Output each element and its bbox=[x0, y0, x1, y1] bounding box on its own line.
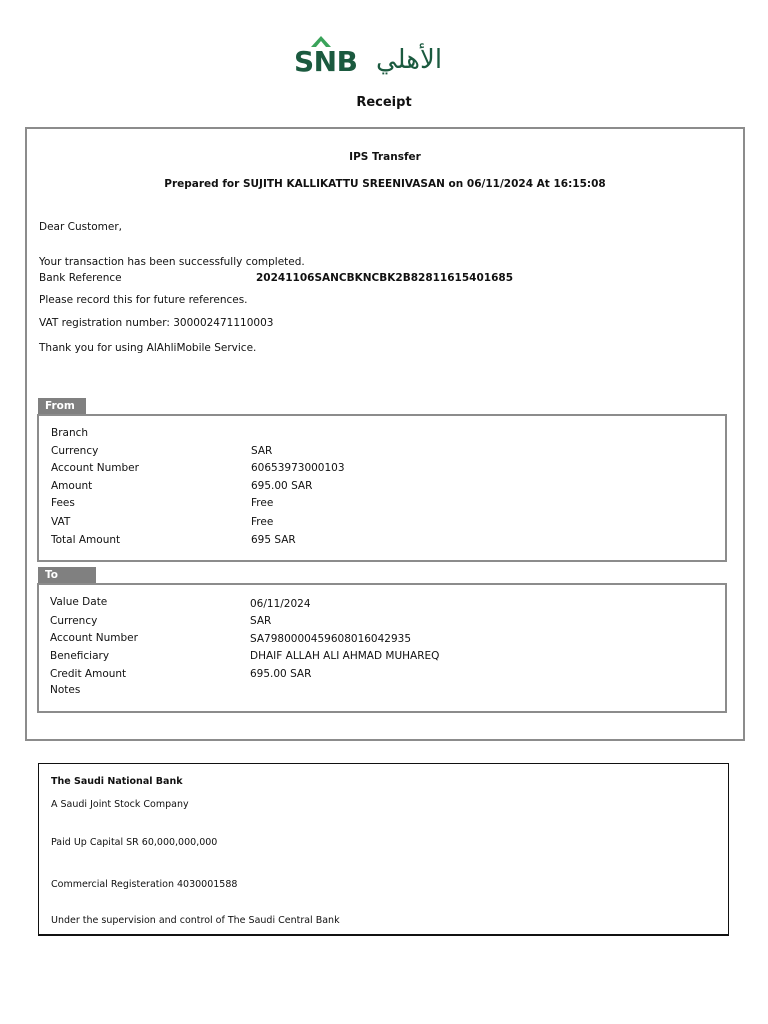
to-value-beneficiary: DHAIF ALLAH ALI AHMAD MUHAREQ bbox=[250, 650, 440, 662]
footer-supervision: Under the supervision and control of The Saudi Central Bank bbox=[51, 915, 340, 926]
footer-company-type: A Saudi Joint Stock Company bbox=[51, 799, 189, 810]
from-label-total-amount: Total Amount bbox=[51, 534, 121, 546]
transfer-title: IPS Transfer bbox=[349, 151, 421, 163]
to-section-heading: To bbox=[38, 567, 96, 583]
footer-bank-name: The Saudi National Bank bbox=[51, 776, 183, 787]
from-label-account-number: Account Number bbox=[51, 462, 139, 474]
from-value-currency: SAR bbox=[251, 445, 273, 457]
from-value-vat: Free bbox=[251, 516, 274, 528]
to-label-credit-amount: Credit Amount bbox=[50, 668, 127, 680]
receipt-box bbox=[25, 127, 745, 741]
from-value-fees: Free bbox=[251, 497, 274, 509]
to-label-currency: Currency bbox=[50, 615, 98, 627]
to-value-value-date: 06/11/2024 bbox=[250, 598, 311, 610]
from-value-amount: 695.00 SAR bbox=[251, 480, 313, 492]
from-label-branch: Branch bbox=[51, 427, 89, 439]
from-label-vat: VAT bbox=[51, 516, 71, 528]
to-label-account-number: Account Number bbox=[50, 632, 138, 644]
to-value-credit-amount: 695.00 SAR bbox=[250, 668, 312, 680]
success-message: Your transaction has been successfully completed. bbox=[39, 256, 305, 268]
greeting: Dear Customer, bbox=[39, 221, 122, 233]
footer-capital: Paid Up Capital SR 60,000,000,000 bbox=[51, 837, 218, 848]
to-label-notes: Notes bbox=[50, 684, 81, 696]
prepared-line: Prepared for SUJITH KALLIKATTU SREENIVASAN on 06/11/2024 At 16:15:08 bbox=[164, 178, 606, 190]
page-title: Receipt bbox=[356, 95, 412, 110]
bank-reference-value: 20241106SANCBKNCBK2B82811615401685 bbox=[256, 272, 513, 284]
from-value-total-amount: 695 SAR bbox=[251, 534, 296, 546]
bank-info-footer bbox=[38, 763, 729, 936]
to-section bbox=[37, 583, 727, 713]
to-label-value-date: Value Date bbox=[50, 596, 108, 608]
thank-you-note: Thank you for using AlAhliMobile Service. bbox=[39, 342, 257, 354]
logo-arabic-text: الأهلي bbox=[376, 45, 443, 75]
record-note: Please record this for future references. bbox=[39, 294, 248, 306]
from-label-amount: Amount bbox=[51, 480, 93, 492]
from-section-heading: From bbox=[38, 398, 86, 414]
to-value-account-number: SA7980000459608016042935 bbox=[250, 633, 412, 645]
vat-registration: VAT registration number: 300002471110003 bbox=[39, 317, 274, 329]
bank-reference-label: Bank Reference bbox=[39, 272, 122, 284]
from-label-fees: Fees bbox=[51, 497, 75, 509]
from-value-account-number: 60653973000103 bbox=[251, 462, 345, 474]
from-section bbox=[37, 414, 727, 562]
footer-registration: Commercial Registeration 4030001588 bbox=[51, 879, 238, 890]
to-value-currency: SAR bbox=[250, 615, 272, 627]
to-label-beneficiary: Beneficiary bbox=[50, 650, 110, 662]
snb-logo bbox=[294, 32, 458, 78]
logo-latin-text: SNB bbox=[294, 45, 358, 78]
from-label-currency: Currency bbox=[51, 445, 99, 457]
